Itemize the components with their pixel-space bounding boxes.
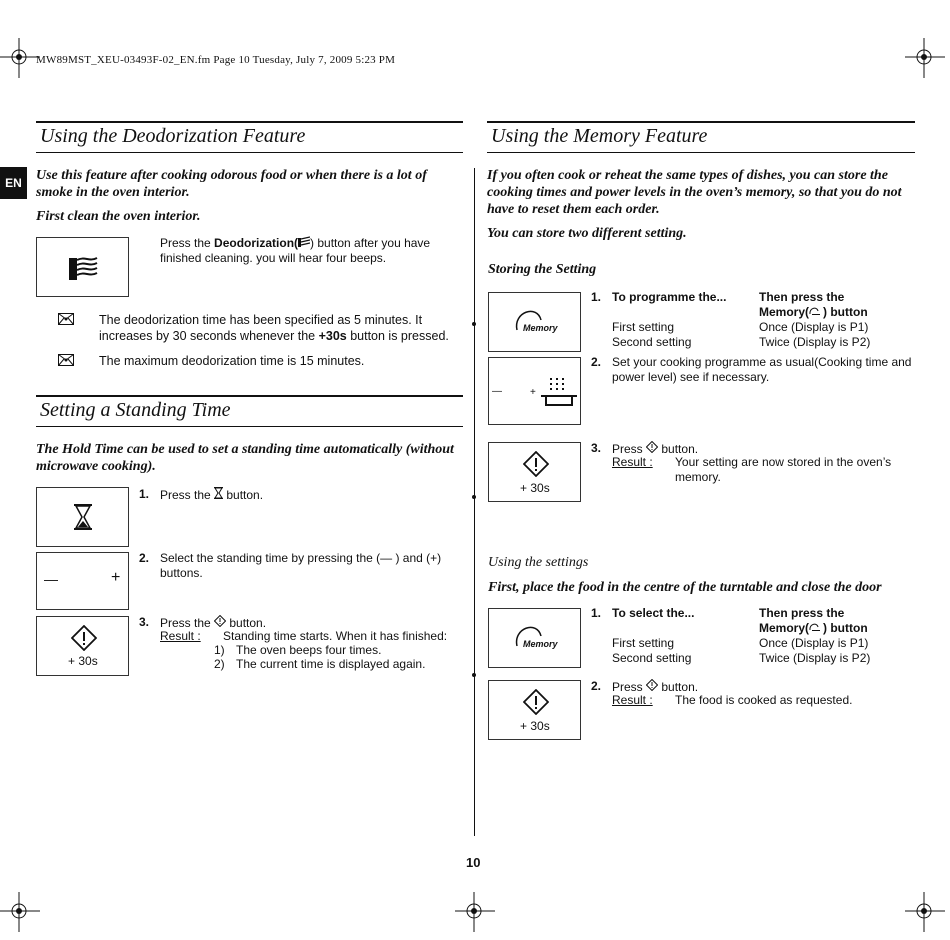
start-icon	[71, 625, 97, 651]
second-setting-label: Second setting	[612, 335, 692, 349]
storing-step3-text: Press button.	[612, 442, 699, 456]
power-level-icon	[540, 376, 578, 410]
table-header-press: Then press the	[759, 290, 845, 304]
using-heading: Using the settings	[488, 555, 589, 570]
language-tab: EN	[0, 167, 27, 199]
table-header-press: Then press the	[759, 606, 845, 620]
using-step2-text: Press button.	[612, 680, 699, 694]
start-button-label: + 30s	[520, 719, 550, 733]
section-title-deodorization: Using the Deodorization Feature	[36, 121, 463, 153]
first-setting-label: First setting	[612, 636, 675, 650]
registration-mark-icon	[455, 892, 495, 932]
first-setting-label: First setting	[612, 320, 675, 334]
margin-dot	[472, 495, 476, 499]
step-number: 2.	[591, 679, 602, 693]
standing-sub2: The current time is displayed again.	[236, 657, 426, 671]
start-button-box	[488, 442, 581, 502]
deodorization-instruction: Press the Deodorization( ) button after you have finished cleaning. you will hear four beeps.	[160, 236, 431, 265]
memory-intro: If you often cook or reheat the same types of dishes, you can store the cooking times and power levels in the oven’s memory, so that you do not have to reset them each order.	[487, 168, 902, 217]
column-divider	[474, 168, 475, 836]
section-title-memory: Using the Memory Feature	[487, 121, 915, 153]
step-number: 1.	[139, 487, 150, 501]
deodorization-icon	[298, 236, 310, 247]
section-title-standing: Setting a Standing Time	[36, 395, 463, 427]
hourglass-icon	[214, 487, 223, 499]
memory-button-label: Memory	[523, 639, 558, 649]
start-button-label: + 30s	[520, 481, 550, 495]
note-icon	[58, 313, 74, 325]
margin-dot	[472, 673, 476, 677]
table-header-memory-button: Memory( ) button	[759, 305, 868, 319]
note-icon	[58, 354, 74, 366]
sub-number: 2)	[214, 657, 225, 671]
result-label: Result :	[612, 455, 653, 469]
storing-step2-text: Set your cooking programme as usual(Cooking time and power level) see if necessary.	[612, 355, 912, 384]
step-number: 1.	[591, 290, 602, 304]
second-setting-value: Twice (Display is P2)	[759, 335, 871, 349]
deodorization-first: First clean the oven interior.	[36, 209, 201, 224]
memory-button-label: Memory	[523, 323, 558, 333]
table-header-programme: To programme the...	[612, 290, 727, 304]
storing-result-text: Your setting are now stored in the oven’s memory.	[675, 455, 892, 484]
start-icon	[214, 615, 226, 627]
registration-mark-icon	[0, 38, 40, 78]
note-deodorization-time: The deodorization time has been specified as 5 minutes. It increases by 30 seconds whenever the +30s button is pressed.	[99, 313, 449, 343]
step-number: 3.	[591, 441, 602, 455]
memory-icon	[809, 622, 823, 632]
registration-mark-icon	[905, 38, 945, 78]
memory-store-two: You can store two different setting.	[487, 226, 687, 241]
memory-icon	[809, 306, 823, 316]
start-button-box	[488, 680, 581, 740]
registration-mark-icon	[0, 892, 40, 932]
result-label: Result :	[612, 693, 653, 707]
minus-button-label: —	[492, 386, 502, 397]
standing-step3-text: Press the button.	[160, 616, 267, 630]
table-header-select: To select the...	[612, 606, 695, 620]
start-icon	[523, 689, 549, 715]
memory-button-box	[488, 608, 581, 668]
using-first: First, place the food in the centre of the turntable and close the door	[488, 580, 882, 595]
deodorization-icon	[67, 252, 99, 282]
hold-button-box	[36, 487, 129, 547]
standing-step2-text: Select the standing time by pressing the (— ) and (+) buttons.	[160, 551, 442, 580]
standing-intro: The Hold Time can be used to set a standing time automatically (without microwave cooking).	[36, 442, 454, 474]
result-label: Result :	[160, 629, 201, 643]
second-setting-value: Twice (Display is P2)	[759, 651, 871, 665]
start-button-box	[36, 616, 129, 676]
hourglass-icon	[73, 503, 93, 531]
step-number: 2.	[139, 551, 150, 565]
start-icon	[646, 441, 658, 453]
start-button-label: + 30s	[68, 654, 98, 668]
standing-sub1: The oven beeps four times.	[236, 643, 382, 657]
using-result-text: The food is cooked as requested.	[675, 693, 853, 707]
plus-button-label: +	[530, 387, 536, 398]
deodorization-button-box	[36, 237, 129, 297]
page-number: 10	[466, 855, 481, 870]
file-header: MW89MST_XEU-03493F-02_EN.fm Page 10 Tuesday, July 7, 2009 5:23 PM	[36, 54, 396, 66]
step-number: 1.	[591, 606, 602, 620]
note-max-time: The maximum deodorization time is 15 minutes.	[99, 354, 365, 368]
time-buttons-box	[36, 552, 129, 610]
standing-step1-text: Press the button.	[160, 488, 264, 502]
power-time-box	[488, 357, 581, 425]
registration-mark-icon	[905, 892, 945, 932]
plus-button-label: +	[111, 569, 121, 586]
start-icon	[646, 679, 658, 691]
margin-dot	[472, 322, 476, 326]
first-setting-value: Once (Display is P1)	[759, 320, 869, 334]
second-setting-label: Second setting	[612, 651, 692, 665]
minus-button-label: —	[44, 571, 58, 587]
step-number: 2.	[591, 355, 602, 369]
deodorization-intro: Use this feature after cooking odorous food or when there is a lot of smoke in the oven interior.	[36, 168, 427, 200]
sub-number: 1)	[214, 643, 225, 657]
start-icon	[523, 451, 549, 477]
memory-button-box	[488, 292, 581, 352]
table-header-memory-button: Memory( ) button	[759, 621, 868, 635]
storing-heading: Storing the Setting	[488, 262, 597, 277]
first-setting-value: Once (Display is P1)	[759, 636, 869, 650]
standing-result-text: Standing time starts. When it has finished:	[223, 629, 448, 643]
step-number: 3.	[139, 615, 150, 629]
